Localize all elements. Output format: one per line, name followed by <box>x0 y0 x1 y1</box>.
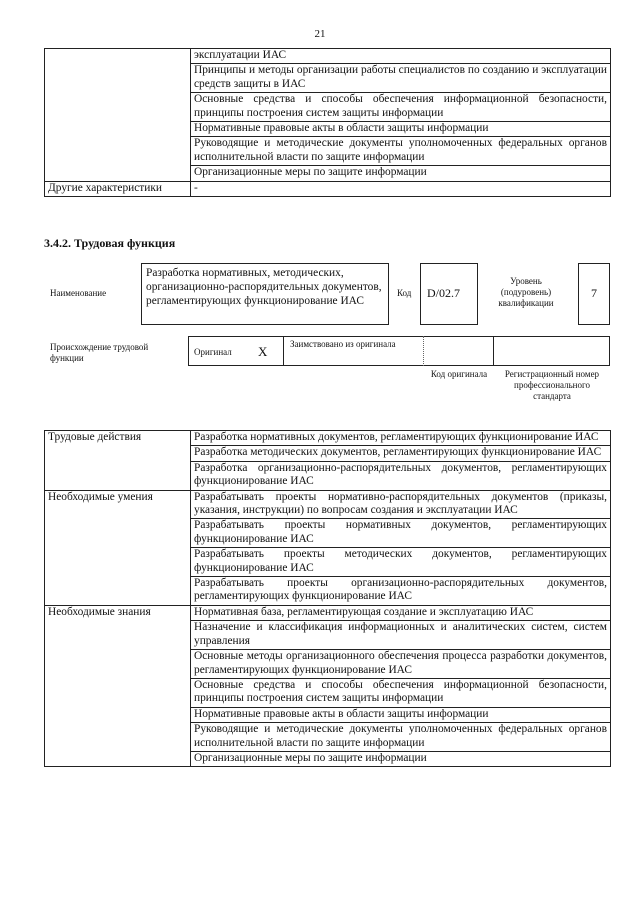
table-row <box>45 49 611 64</box>
main-table <box>44 430 611 767</box>
table-cell: Основные методы организационного обеспечения процесса разработки документов, регламентирующих функционирование ИАС <box>191 650 611 679</box>
table-cell: Разработка нормативных документов, регламентирующих функционирование ИАС <box>191 431 611 446</box>
level-label: Уровень (подуровень) квалификации <box>498 276 554 308</box>
origin-divider <box>493 336 494 366</box>
table-cell: Организационные меры по защите информации <box>191 751 611 766</box>
table-cell: Разрабатывать проекты нормативных документов, регламентирующих функционирование ИАС <box>191 519 611 548</box>
table-cell: Назначение и классификация информационных и аналитических систем, систем управления <box>191 621 611 650</box>
name-label: Наименование <box>50 288 107 298</box>
original-label: Оригинал <box>194 347 232 357</box>
code-label: Код <box>397 288 412 298</box>
table-cell: Руководящие и методические документы уполномоченных федеральных органов исполнительной власти по защите информации <box>191 723 611 752</box>
code-value-box <box>420 263 478 325</box>
origin-label: Происхождение трудовой функции <box>50 342 149 363</box>
other-characteristics-value: - <box>191 181 611 196</box>
top-table <box>44 48 611 197</box>
table-cell: Разработка организационно-распорядительных документов, регламентирующих функционирование ИАС <box>191 461 611 490</box>
level-value: 7 <box>591 286 597 300</box>
other-characteristics-label: Другие характеристики <box>45 181 191 196</box>
table-cell: Нормативные правовые акты в области защиты информации <box>191 707 611 722</box>
table-cell: Принципы и методы организации работы специалистов по созданию и эксплуатации средств защиты в ИАС <box>191 64 611 93</box>
origin-divider <box>283 336 284 366</box>
table-cell: Основные средства и способы обеспечения информационной безопасности, принципы построения систем защиты информации <box>191 678 611 707</box>
table-row <box>45 181 611 196</box>
table-cell: Основные средства и способы обеспечения информационной безопасности, принципы построения систем защиты информации <box>191 93 611 122</box>
code-value: D/02.7 <box>427 286 460 300</box>
empty-label-cell <box>45 49 191 182</box>
table-cell: Нормативные правовые акты в области защиты информации <box>191 122 611 137</box>
section-title: 3.4.2. Трудовая функция <box>44 236 176 250</box>
table-cell: Разработка методических документов, регламентирующих функционирование ИАС <box>191 446 611 461</box>
name-value-box <box>141 263 389 325</box>
code-original-caption: Код оригинала <box>430 369 488 379</box>
table-cell: Разрабатывать проекты нормативно-распорядительных документов (приказы, указания, инструкции) по вопросам создания и эксплуатации ИАС <box>191 490 611 519</box>
actions-label: Трудовые действия <box>45 431 191 491</box>
origin-divider <box>423 336 424 366</box>
table-row <box>45 431 611 446</box>
table-cell: Организационные меры по защите информации <box>191 166 611 181</box>
table-cell: эксплуатации ИАС <box>191 49 611 64</box>
table-cell: Разрабатывать проекты методических документов, регламентирующих функционирование ИАС <box>191 548 611 577</box>
page-number: 21 <box>314 28 326 40</box>
table-cell: Руководящие и методические документы уполномоченных федеральных органов исполнительной власти по защите информации <box>191 137 611 166</box>
original-mark: X <box>258 344 268 359</box>
skills-label: Необходимые умения <box>45 490 191 605</box>
knowledge-label: Необходимые знания <box>45 605 191 766</box>
name-value: Разработка нормативных, методических, организационно-распорядительных документов, регламентирующих функционирование ИАС <box>146 267 382 307</box>
level-value-box <box>578 263 610 325</box>
table-row <box>45 490 611 519</box>
table-cell: Нормативная база, регламентирующая создание и эксплуатацию ИАС <box>191 605 611 620</box>
borrowed-label: Заимствовано из оригинала <box>290 339 396 349</box>
table-row <box>45 605 611 620</box>
registration-number-caption: Регистрационный номер профессионального стандарта <box>504 369 600 401</box>
table-cell: Разрабатывать проекты организационно-распорядительных документов, регламентирующих функционирование ИАС <box>191 577 611 606</box>
